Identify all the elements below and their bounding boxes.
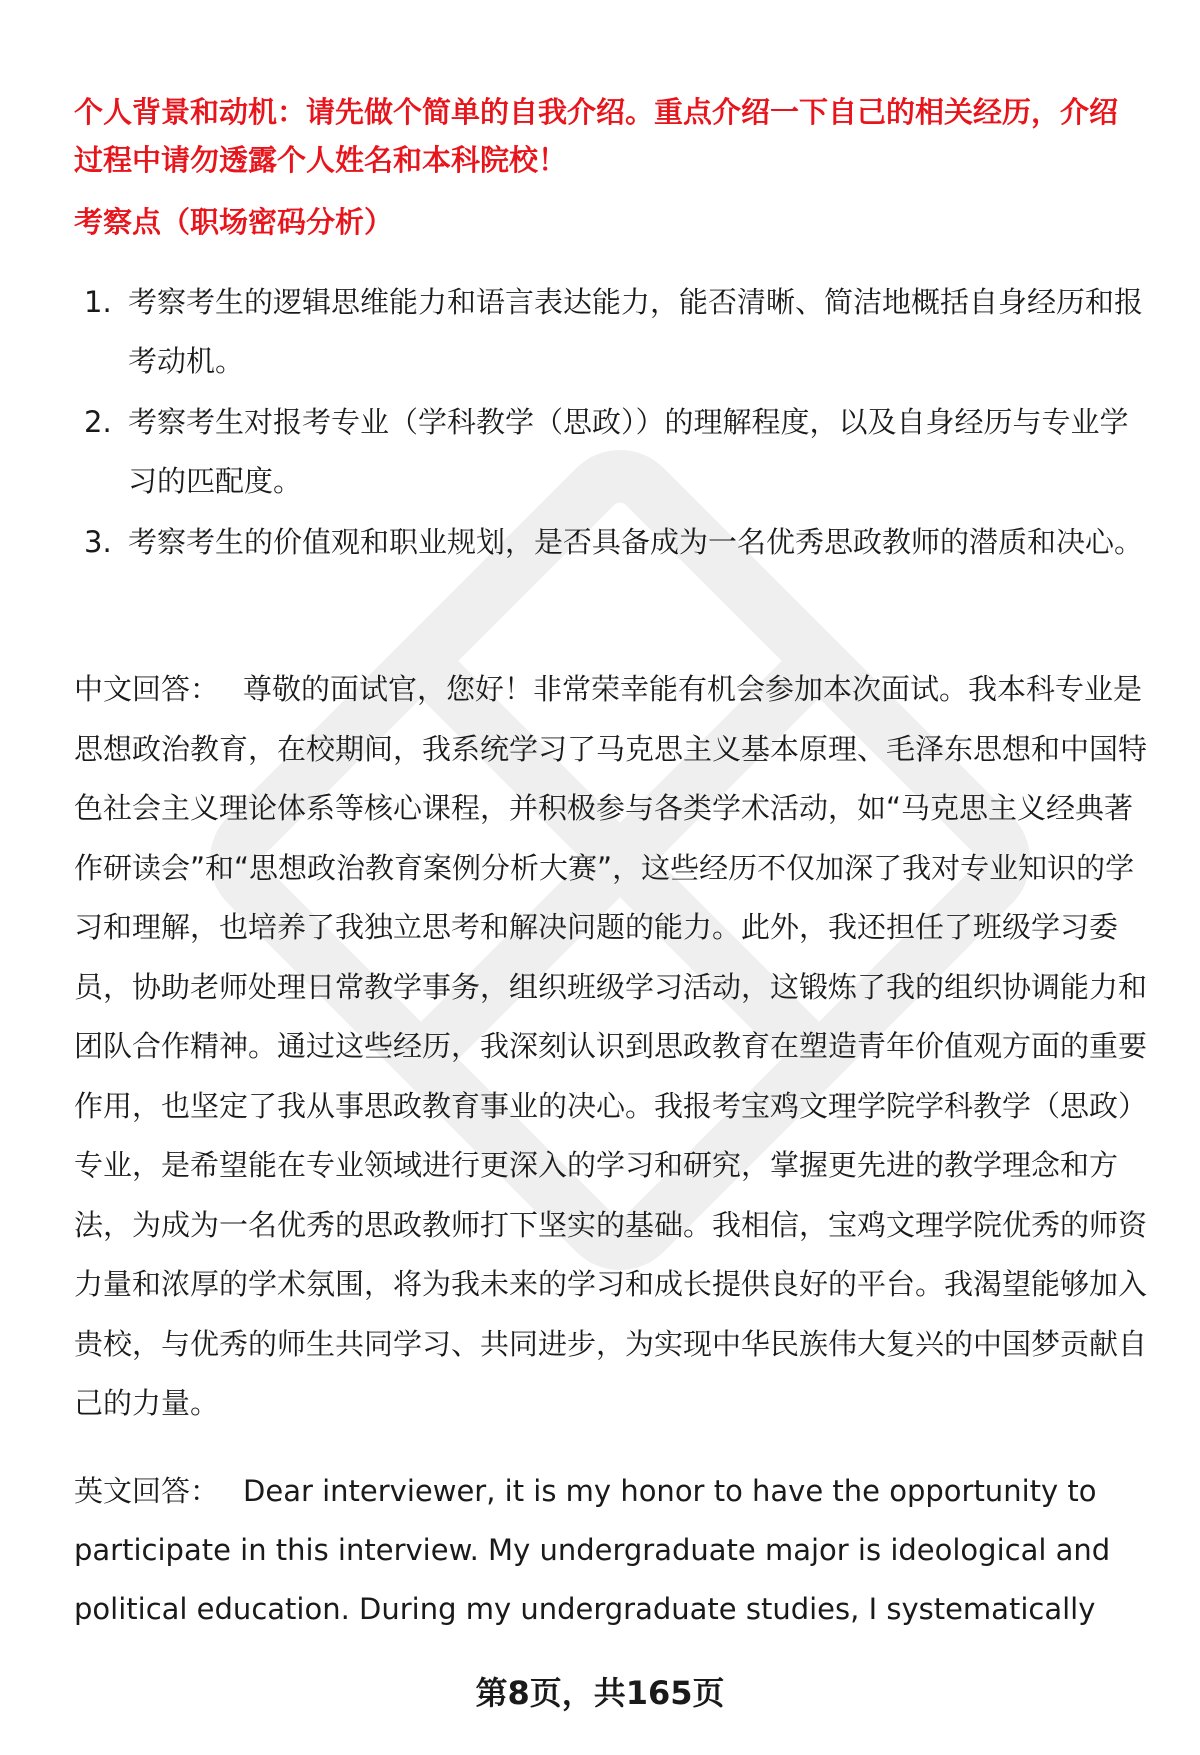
point-text: 考察考生对报考专业（学科教学（思政））的理解程度，以及自身经历与专业学习的匹配度。 xyxy=(128,405,1129,498)
analysis-point xyxy=(74,393,1146,511)
english-answer-text: Dear interviewer, it is my honor to have the opportunity to participate in this interview. My undergraduate major is ideological and political education. During my undergraduate studies, I systematically xyxy=(74,1474,1111,1626)
analysis-title: 考察点（职场密码分析） xyxy=(74,205,394,239)
point-text: 考察考生的价值观和职业规划，是否具备成为一名优秀思政教师的潜质和决心。 xyxy=(128,525,1144,559)
analysis-point xyxy=(74,513,1146,572)
chinese-answer xyxy=(74,660,1154,1434)
english-answer-label: 英文回答： xyxy=(74,1474,220,1508)
question-heading: 个人背景和动机：请先做个简单的自我介绍。重点介绍一下自己的相关经历，介绍过程中请勿透露个人姓名和本科院校！ xyxy=(74,95,1119,177)
point-number: 1. xyxy=(84,285,112,319)
english-answer xyxy=(74,1462,1134,1639)
analysis-point xyxy=(74,273,1146,391)
chinese-answer-text: 尊敬的面试官，您好！非常荣幸能有机会参加本次面试。我本科专业是思想政治教育，在校期间，我系统学习了马克思主义基本原理、毛泽东思想和中国特色社会主义理论体系等核心课程，并积极参与各类学术活动，如“马克思主义经典著作研读会”和“思想政治教育案例分析大赛”，这些经历不仅加深了我对专业知识的学习和理解，也培养了我独立思考和解决问题的能力。此外，我还担任了班级学习委员，协助老师处理日常教学事务，组织班级学习活动，这锻炼了我的组织协调能力和团队合作精神。通过这些经历，我深刻认识到思政教育在塑造青年价值观方面的重要作用，也坚定了我从事思政教育事业的决心。我报考宝鸡文理学院学科教学（思政）专业，是希望能在专业领域进行更深入的学习和研究，掌握更先进的教学理念和方法，为成为一名优秀的思政教师打下坚实的基础。我相信，宝鸡文理学院优秀的师资力量和浓厚的学术氛围，将为我未来的学习和成长提供良好的平台。我渴望能够加入贵校，与优秀的师生共同学习、共同进步，为实现中华民族伟大复兴的中国梦贡献自己的力量。 xyxy=(74,672,1148,1420)
point-text: 考察考生的逻辑思维能力和语言表达能力，能否清晰、简洁地概括自身经历和报考动机。 xyxy=(128,285,1144,378)
analysis-points-list xyxy=(74,273,1146,574)
point-number: 3. xyxy=(84,525,112,559)
page-number-footer: 第8页，共165页 xyxy=(475,1674,725,1712)
point-number: 2. xyxy=(84,405,112,439)
chinese-answer-label: 中文回答： xyxy=(74,672,220,706)
